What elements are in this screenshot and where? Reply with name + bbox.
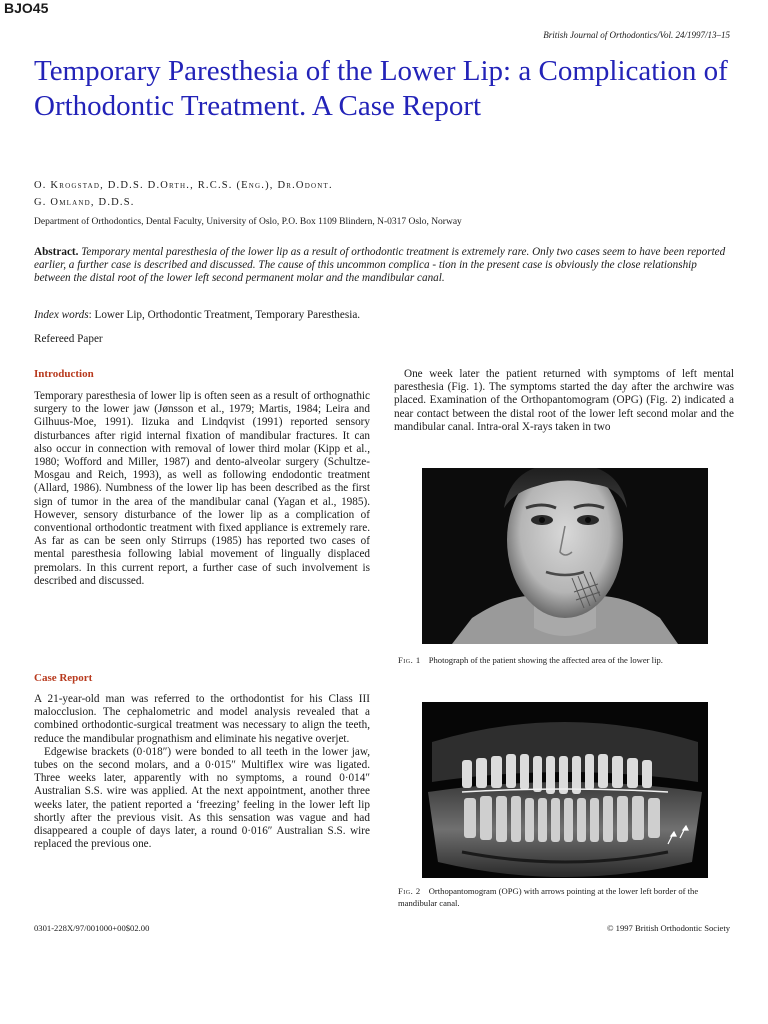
author-2: G. Omland, D.D.S. — [34, 197, 135, 208]
case-paragraph-2: Edgewise brackets (0·018″) were bonded to all teeth in the lower jaw, tubes on the second molars, and a 0·015″ Multiflex wire was ligated. Three weeks later, apparently with no symptoms, a round 0·014″ Australian S.S. wire was applied. At the next appointment, another three weeks later, the patient reported a ‘freezing’ feeling in the lower left lip shortly after the previous visit. As this sensation was vague and had disappeared a couple of days later, a round 0·016″ Australian S.S. wire replaced the previous one. — [34, 745, 370, 851]
section-heading-case-report: Case Report — [34, 672, 93, 684]
figure-1-caption-text: Photograph of the patient showing the affected area of the lower lip. — [428, 655, 663, 665]
case-report-text — [34, 693, 370, 851]
introduction-paragraph: Temporary paresthesia of lower lip is often seen as a result of orthognathic surgery to the lower jaw (Jønsson et al., 1979; Martis, 1984; Leira and Gilhuus-Moe, 1991). Iizuka and Lindqvist (1991) reported sensory disturbances after rigid internal fixation of mandibular fractures. It can also occur in connection with removal of lower third molar (Kipp et al., 1980; Wofford and Miller, 1987) and dento-alveolar surgery (Schultze-Mosgau and Reich, 1993), as well as following endodontic treatment (Allard, 1986). Numbness of the lower lip has been described as the first sign of tumor in the area of the mandibular canal (Yagan et al., 1985). However, sensory disturbance of the lower lip as a complication of conventional orthodontic treatment with fixed appliance is extremely rare. As far as can be seen only Stirrups (1985) has reported two cases of mental paresthesia following labial movement of lingually displaced premolars. In this current report, a further case of such involvement is described and discussed. — [34, 390, 370, 587]
figure-1-label: Fig. 1 — [398, 655, 421, 665]
abstract-label: Abstract. — [34, 246, 79, 258]
right-paragraph-1: One week later the patient returned with symptoms of left mental paresthesia (Fig. 1). The symptoms started the day after the archwire was placed. Examination of the Orthopantomogram (OPG) (Fig. 2) indicated a near contact between the distal root of the lower left second molar and the mandibular canal. Intra-oral X-rays taken in two — [394, 368, 734, 433]
document-code: BJO45 — [4, 0, 49, 16]
paper-title: Temporary Paresthesia of the Lower Lip: a Complication of Orthodontic Treatment. A Case Report — [34, 55, 728, 122]
index-words-label: Index words — [34, 309, 89, 321]
refereed-note: Refereed Paper — [34, 333, 103, 345]
section-heading-introduction: Introduction — [34, 368, 94, 380]
case-paragraph-1: A 21-year-old man was referred to the orthodontist for his Class III malocclusion. The cephalometric and model analysis revealed that a combined orthodontic-surgical treatment was necessary to align the teeth, reduce the mandibular prognathism and eliminate his negative overjet. — [34, 693, 370, 745]
introduction-text — [34, 390, 370, 588]
abstract — [34, 246, 734, 286]
footer-issn: 0301-228X/97/001000+00$02.00 — [34, 923, 150, 933]
journal-citation: British Journal of Orthodontics/Vol. 24/1997/13–15 — [543, 30, 730, 40]
abstract-text: Temporary mental paresthesia of the lower lip as a result of orthodontic treatment is extremely rare. Only two cases seem to have been reported earlier, a further case is described and discussed. The cause of this uncommon complica - tion in the present case is obviously the close relationship between the distal root of the lower left second permanent molar and the mandibular canal. — [34, 246, 726, 285]
figure-2-label: Fig. 2 — [398, 886, 421, 896]
index-words-text: : Lower Lip, Orthodontic Treatment, Temporary Paresthesia. — [88, 309, 361, 321]
index-words — [34, 309, 360, 321]
footer-copyright: © 1997 British Orthodontic Society — [606, 923, 730, 933]
figure-1-caption — [398, 654, 738, 666]
author-1: O. Krogstad, D.D.S. D.Orth., R.C.S. (Eng.), Dr.Odont. — [34, 180, 333, 191]
figure-2-opg-xray — [422, 702, 708, 878]
right-column-text — [394, 368, 734, 434]
affiliation: Department of Orthodontics, Dental Faculty, University of Oslo, P.O. Box 1109 Blindern, N-0317 Oslo, Norway — [34, 217, 462, 227]
opg-xray-illustration — [422, 702, 708, 878]
figure-2-caption — [398, 885, 728, 909]
figure-1-patient-photo — [422, 468, 708, 644]
figure-2-caption-text: Orthopantomogram (OPG) with arrows pointing at the lower left border of the mandibular canal. — [398, 886, 699, 908]
patient-face-illustration — [422, 468, 708, 644]
